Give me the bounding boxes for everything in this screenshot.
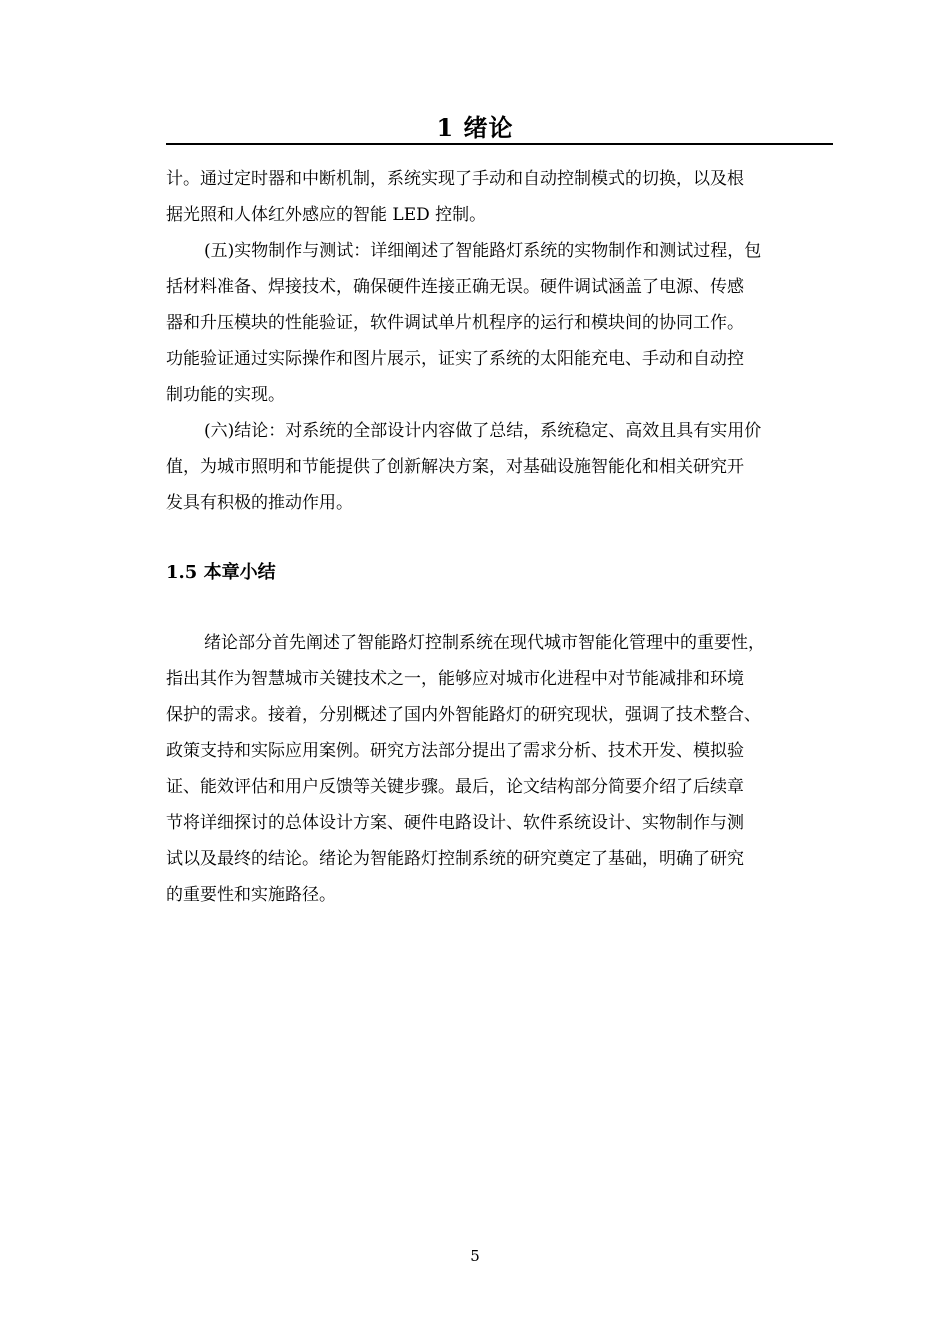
chapter-title: 1 绪论: [436, 113, 514, 142]
section-heading: 1.5 本章小结: [166, 562, 276, 583]
text-line: 据光照和人体红外感应的智能 LED 控制。: [166, 205, 487, 225]
text-line: 功能验证通过实际操作和图片展示，证实了系统的太阳能充电、手动和自动控: [166, 349, 744, 369]
text-line: 绪论部分首先阐述了智能路灯控制系统在现代城市智能化管理中的重要性，: [204, 633, 765, 653]
text-line: 器和升压模块的性能验证，软件调试单片机程序的运行和模块间的协同工作。: [166, 313, 744, 333]
text-line: 的重要性和实施路径。: [166, 885, 336, 905]
text-line: 括材料准备、焊接技术，确保硬件连接正确无误。硬件调试涵盖了电源、传感: [166, 277, 744, 297]
text-line: 计。通过定时器和中断机制，系统实现了手动和自动控制模式的切换，以及根: [166, 169, 744, 189]
paragraph-six: [166, 413, 833, 521]
text-line: 制功能的实现。: [166, 385, 285, 405]
text-line: 证、能效评估和用户反馈等关键步骤。最后，论文结构部分简要介绍了后续章: [166, 777, 744, 797]
page-number: 5: [470, 1247, 480, 1265]
text-line: 试以及最终的结论。绪论为智能路灯控制系统的研究奠定了基础，明确了研究: [166, 849, 744, 869]
page-content: [166, 161, 833, 913]
paragraph-summary: [166, 625, 833, 913]
text-line: 指出其作为智慧城市关键技术之一，能够应对城市化进程中对节能减排和环境: [166, 669, 744, 689]
text-line: 保护的需求。接着，分别概述了国内外智能路灯的研究现状，强调了技术整合、: [166, 705, 761, 725]
paragraph-five: [166, 233, 833, 413]
text-line: 发具有积极的推动作用。: [166, 493, 353, 513]
header-rule: [166, 143, 833, 145]
text-line: 政策支持和实际应用案例。研究方法部分提出了需求分析、技术开发、模拟验: [166, 741, 744, 761]
text-line: 节将详细探讨的总体设计方案、硬件电路设计、软件系统设计、实物制作与测: [166, 813, 744, 833]
paragraph-continued: [166, 161, 833, 233]
text-line: (六)结论：对系统的全部设计内容做了总结，系统稳定、高效且具有实用价: [204, 421, 762, 441]
text-line: (五)实物制作与测试：详细阐述了智能路灯系统的实物制作和测试过程，包: [204, 241, 762, 261]
text-line: 值，为城市照明和节能提供了创新解决方案，对基础设施智能化和相关研究开: [166, 457, 744, 477]
